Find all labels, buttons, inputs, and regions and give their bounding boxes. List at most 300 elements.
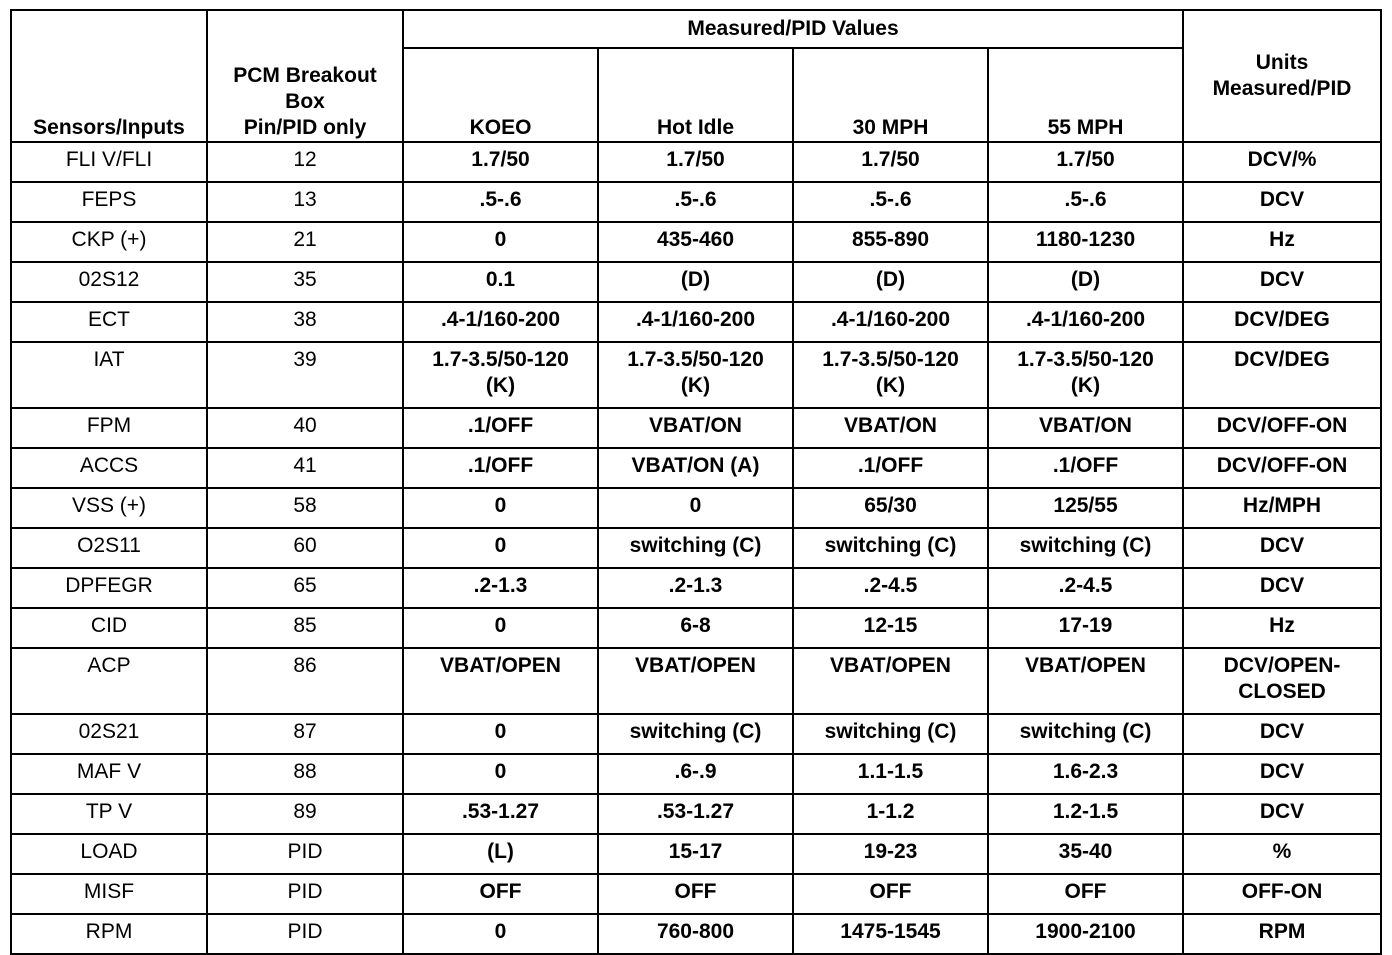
cell-name-text: O2S11: [77, 534, 141, 557]
cell-hot-idle: [598, 834, 793, 874]
cell-30mph: [793, 914, 988, 954]
cell-30mph-text-line2: (K): [875, 374, 906, 397]
cell-name-text: FEPS: [81, 188, 137, 211]
cell-name: [11, 408, 207, 448]
cell-name: [11, 568, 207, 608]
cell-koeo-text: 0: [494, 920, 507, 943]
cell-30mph-text: 65/30: [864, 494, 917, 517]
cell-units-text: DCV/OFF-ON: [1216, 454, 1348, 477]
cell-hot-idle-text: 435-460: [656, 228, 735, 251]
cell-hot-idle: [598, 142, 793, 182]
cell-30mph-text: VBAT/OPEN: [830, 654, 951, 677]
cell-pin-text: 40: [293, 414, 317, 437]
cell-hot-idle-text: 6-8: [680, 614, 711, 637]
table-row: [11, 448, 1381, 488]
cell-30mph: [793, 648, 988, 714]
cell-55mph-text: VBAT/ON: [1039, 414, 1132, 437]
cell-30mph: [793, 528, 988, 568]
cell-name: [11, 342, 207, 408]
cell-units: [1183, 568, 1381, 608]
cell-name: [11, 528, 207, 568]
header-units-line1: Units: [1255, 51, 1309, 74]
cell-hot-idle-text: 1.7/50: [666, 148, 725, 171]
cell-hot-idle-text: VBAT/ON: [649, 414, 742, 437]
cell-units-text: DCV: [1259, 534, 1305, 557]
cell-units: [1183, 342, 1381, 408]
cell-55mph-text: switching (C): [1019, 534, 1152, 557]
cell-30mph-text: 1.1-1.5: [857, 760, 924, 783]
cell-name-text: FPM: [86, 414, 132, 437]
cell-30mph: [793, 182, 988, 222]
cell-pin-text: 89: [293, 800, 317, 823]
cell-hot-idle-text: .5-.6: [674, 188, 717, 211]
cell-hot-idle: [598, 528, 793, 568]
cell-units-text: DCV: [1259, 720, 1305, 743]
cell-pin: [207, 262, 403, 302]
cell-55mph: [988, 914, 1183, 954]
cell-units-text: RPM: [1258, 920, 1306, 943]
cell-55mph-text-line2: (K): [1070, 374, 1101, 397]
cell-koeo: [403, 182, 598, 222]
cell-pin: [207, 488, 403, 528]
table-row: [11, 262, 1381, 302]
cell-units: [1183, 448, 1381, 488]
cell-pin-text: 60: [293, 534, 317, 557]
cell-55mph-text: .4-1/160-200: [1025, 308, 1146, 331]
cell-units-text: OFF-ON: [1241, 880, 1323, 903]
cell-55mph-text: 35-40: [1058, 840, 1113, 863]
cell-hot-idle: [598, 408, 793, 448]
cell-hot-idle: [598, 222, 793, 262]
cell-hot-idle: [598, 754, 793, 794]
cell-pin: [207, 222, 403, 262]
cell-55mph: [988, 528, 1183, 568]
cell-30mph-text: VBAT/ON: [844, 414, 937, 437]
cell-hot-idle-text: OFF: [674, 880, 717, 903]
cell-hot-idle-text: VBAT/ON (A): [631, 454, 760, 477]
cell-hot-idle: [598, 794, 793, 834]
cell-pin: [207, 754, 403, 794]
cell-pin: [207, 914, 403, 954]
cell-name-text: LOAD: [80, 840, 138, 863]
table-row: [11, 914, 1381, 954]
cell-hot-idle-text: .53-1.27: [656, 800, 735, 823]
cell-hot-idle: [598, 648, 793, 714]
cell-name-text: RPM: [85, 920, 133, 943]
cell-koeo-text: .53-1.27: [461, 800, 540, 823]
cell-30mph-text: 855-890: [851, 228, 930, 251]
cell-hot-idle-text: VBAT/OPEN: [635, 654, 756, 677]
cell-koeo: [403, 262, 598, 302]
cell-hot-idle: [598, 914, 793, 954]
cell-koeo-text: 0: [494, 228, 507, 251]
cell-koeo: [403, 834, 598, 874]
cell-koeo: [403, 714, 598, 754]
table-row: [11, 182, 1381, 222]
cell-name: [11, 914, 207, 954]
cell-name-text: MISF: [83, 880, 135, 903]
cell-30mph: [793, 262, 988, 302]
cell-name: [11, 794, 207, 834]
cell-koeo-text: 0: [494, 494, 507, 517]
cell-name: [11, 302, 207, 342]
cell-hot-idle: [598, 874, 793, 914]
cell-name-text: DPFEGR: [65, 574, 153, 597]
cell-name: [11, 874, 207, 914]
cell-pin-text: 35: [293, 268, 317, 291]
cell-name-text: ECT: [88, 308, 130, 331]
cell-koeo-text: VBAT/OPEN: [440, 654, 561, 677]
cell-hot-idle-text: .2-1.3: [668, 574, 723, 597]
cell-hot-idle-text: 0: [689, 494, 702, 517]
cell-koeo: [403, 794, 598, 834]
cell-hot-idle: [598, 568, 793, 608]
cell-30mph-text: .5-.6: [869, 188, 912, 211]
header-units-line2: Measured/PID: [1212, 77, 1352, 100]
cell-55mph: [988, 608, 1183, 648]
cell-30mph: [793, 714, 988, 754]
cell-units-text: %: [1272, 840, 1292, 863]
cell-name: [11, 608, 207, 648]
cell-koeo-text: .2-1.3: [473, 574, 528, 597]
cell-koeo: [403, 528, 598, 568]
cell-koeo-text: 0.1: [485, 268, 516, 291]
cell-pin: [207, 608, 403, 648]
cell-name-text: CID: [90, 614, 128, 637]
cell-name: [11, 714, 207, 754]
cell-55mph-text: switching (C): [1019, 720, 1152, 743]
table-row: [11, 408, 1381, 448]
cell-units: [1183, 608, 1381, 648]
cell-units-text: DCV/%: [1247, 148, 1317, 171]
header-koeo: KOEO: [403, 48, 598, 142]
cell-pin-text: 88: [293, 760, 317, 783]
header-pcm-breakout: [207, 10, 403, 142]
cell-55mph-text: 1180-1230: [1035, 228, 1136, 251]
cell-units-text: Hz: [1269, 228, 1295, 251]
cell-hot-idle: [598, 488, 793, 528]
cell-pin: [207, 142, 403, 182]
cell-55mph-text: 17-19: [1058, 614, 1113, 637]
cell-units: [1183, 834, 1381, 874]
cell-name: [11, 222, 207, 262]
cell-30mph-text: 1-1.2: [866, 800, 915, 823]
cell-units-text: DCV: [1259, 800, 1305, 823]
table-row: [11, 648, 1381, 714]
cell-55mph: [988, 448, 1183, 488]
cell-pin-text: 58: [293, 494, 317, 517]
cell-units: [1183, 754, 1381, 794]
cell-55mph: [988, 262, 1183, 302]
cell-units-text: DCV: [1259, 760, 1305, 783]
cell-units: [1183, 794, 1381, 834]
cell-pin-text: 87: [293, 720, 317, 743]
cell-55mph-text: .5-.6: [1064, 188, 1107, 211]
cell-koeo: [403, 488, 598, 528]
cell-koeo: [403, 914, 598, 954]
cell-pin-text: 13: [293, 188, 317, 211]
cell-koeo: [403, 648, 598, 714]
cell-koeo-text: 0: [494, 720, 507, 743]
header-hot-idle: Hot Idle: [598, 48, 793, 142]
cell-koeo-text: .1/OFF: [467, 454, 534, 477]
header-sensors: Sensors/Inputs: [11, 10, 207, 142]
cell-30mph-text: 1475-1545: [840, 920, 941, 943]
table-row: [11, 714, 1381, 754]
cell-30mph: [793, 568, 988, 608]
cell-name: [11, 834, 207, 874]
table-row: [11, 342, 1381, 408]
cell-pin-text: 85: [293, 614, 317, 637]
cell-units: [1183, 302, 1381, 342]
cell-koeo-text: 0: [494, 760, 507, 783]
cell-pin: [207, 448, 403, 488]
cell-koeo-text: (L): [487, 840, 514, 863]
cell-55mph: [988, 754, 1183, 794]
table-row: [11, 568, 1381, 608]
header-pcm-line2: Box: [285, 90, 325, 113]
cell-units: [1183, 222, 1381, 262]
cell-55mph-text: 1900-2100: [1035, 920, 1136, 943]
cell-hot-idle-text: 15-17: [668, 840, 723, 863]
cell-55mph: [988, 794, 1183, 834]
header-pcm-line1: PCM Breakout: [233, 64, 377, 87]
cell-pin: [207, 874, 403, 914]
cell-units: [1183, 528, 1381, 568]
cell-hot-idle-text: 760-800: [656, 920, 735, 943]
cell-55mph: [988, 302, 1183, 342]
cell-pin: [207, 408, 403, 448]
cell-55mph-text: (D): [1070, 268, 1101, 291]
cell-55mph-text: OFF: [1064, 880, 1107, 903]
cell-name-text: FLI V/FLI: [65, 148, 153, 171]
cell-hot-idle-text: 1.7-3.5/50-120: [627, 348, 764, 371]
cell-pin: [207, 714, 403, 754]
table-row: [11, 142, 1381, 182]
pid-values-table: [10, 9, 1382, 955]
cell-hot-idle: [598, 342, 793, 408]
table-row: [11, 488, 1381, 528]
cell-units-text: Hz/MPH: [1242, 494, 1322, 517]
cell-30mph: [793, 342, 988, 408]
cell-55mph-text: VBAT/OPEN: [1025, 654, 1146, 677]
cell-hot-idle-text-line2: (K): [680, 374, 711, 397]
cell-pin-text: PID: [287, 880, 323, 903]
cell-units: [1183, 182, 1381, 222]
cell-name: [11, 182, 207, 222]
cell-koeo-text: .1/OFF: [467, 414, 534, 437]
cell-30mph-text: (D): [875, 268, 906, 291]
cell-pin-text: 65: [293, 574, 317, 597]
cell-30mph: [793, 302, 988, 342]
cell-pin: [207, 794, 403, 834]
cell-30mph-text: switching (C): [824, 720, 957, 743]
table-row: [11, 874, 1381, 914]
cell-30mph-text: .2-4.5: [863, 574, 918, 597]
cell-koeo: [403, 408, 598, 448]
cell-name: [11, 448, 207, 488]
cell-koeo: [403, 222, 598, 262]
cell-30mph: [793, 794, 988, 834]
table-row: [11, 222, 1381, 262]
cell-55mph: [988, 874, 1183, 914]
cell-55mph-text: 1.7/50: [1056, 148, 1115, 171]
cell-units-text: DCV/DEG: [1234, 308, 1330, 331]
cell-koeo: [403, 874, 598, 914]
cell-55mph: [988, 342, 1183, 408]
cell-name: [11, 142, 207, 182]
cell-koeo-text: .4-1/160-200: [440, 308, 561, 331]
cell-units-text: DCV/OFF-ON: [1216, 414, 1348, 437]
header-measured-values: Measured/PID Values: [403, 10, 1183, 48]
cell-55mph-text: 125/55: [1053, 494, 1118, 517]
cell-hot-idle: [598, 608, 793, 648]
cell-pin: [207, 302, 403, 342]
header-pcm-line3: Pin/PID only: [243, 116, 367, 139]
cell-hot-idle: [598, 262, 793, 302]
cell-pin: [207, 568, 403, 608]
cell-koeo-text: 0: [494, 614, 507, 637]
cell-30mph: [793, 874, 988, 914]
cell-units-text: DCV/OPEN-: [1223, 654, 1341, 677]
cell-koeo-text: 1.7-3.5/50-120: [432, 348, 569, 371]
cell-hot-idle: [598, 448, 793, 488]
cell-55mph-text: 1.6-2.3: [1052, 760, 1119, 783]
cell-name: [11, 262, 207, 302]
cell-55mph-text: 1.2-1.5: [1052, 800, 1119, 823]
cell-koeo-text: .5-.6: [479, 188, 522, 211]
cell-name-text: CKP (+): [71, 228, 147, 251]
cell-units-text: DCV: [1259, 574, 1305, 597]
cell-pin: [207, 528, 403, 568]
cell-hot-idle-text: (D): [680, 268, 711, 291]
cell-name-text: VSS (+): [71, 494, 147, 517]
cell-units-text-line2: CLOSED: [1238, 680, 1326, 703]
cell-pin: [207, 648, 403, 714]
cell-units: [1183, 648, 1381, 714]
cell-55mph: [988, 834, 1183, 874]
table-row: [11, 528, 1381, 568]
cell-hot-idle: [598, 182, 793, 222]
cell-30mph: [793, 222, 988, 262]
cell-pin: [207, 834, 403, 874]
cell-hot-idle-text: switching (C): [629, 534, 762, 557]
cell-units: [1183, 714, 1381, 754]
cell-pin: [207, 182, 403, 222]
cell-30mph-text: .4-1/160-200: [830, 308, 951, 331]
cell-units: [1183, 262, 1381, 302]
table-row: [11, 834, 1381, 874]
cell-koeo: [403, 754, 598, 794]
cell-name-text: ACCS: [79, 454, 139, 477]
cell-name-text: ACP: [87, 654, 131, 677]
cell-units: [1183, 142, 1381, 182]
cell-koeo: [403, 142, 598, 182]
table-row: [11, 302, 1381, 342]
table-row: [11, 794, 1381, 834]
cell-pin: [207, 342, 403, 408]
cell-30mph: [793, 142, 988, 182]
cell-55mph: [988, 222, 1183, 262]
cell-name-text: IAT: [93, 348, 125, 371]
cell-units-text: DCV/DEG: [1234, 348, 1330, 371]
cell-30mph-text: 19-23: [863, 840, 918, 863]
cell-pin-text: PID: [287, 840, 323, 863]
cell-55mph: [988, 488, 1183, 528]
cell-koeo-text-line2: (K): [485, 374, 516, 397]
cell-koeo: [403, 608, 598, 648]
table-body: [11, 142, 1381, 954]
cell-hot-idle: [598, 714, 793, 754]
cell-koeo-text: 0: [494, 534, 507, 557]
cell-30mph-text: .1/OFF: [857, 454, 924, 477]
cell-55mph-text: .1/OFF: [1052, 454, 1119, 477]
cell-pin-text: 41: [293, 454, 317, 477]
cell-koeo-text: 1.7/50: [471, 148, 530, 171]
table-row: [11, 754, 1381, 794]
cell-30mph: [793, 448, 988, 488]
cell-hot-idle-text: .4-1/160-200: [635, 308, 756, 331]
cell-55mph-text: 1.7-3.5/50-120: [1017, 348, 1154, 371]
cell-55mph: [988, 568, 1183, 608]
cell-30mph: [793, 408, 988, 448]
cell-pin-text: PID: [287, 920, 323, 943]
header-units: [1183, 10, 1381, 142]
header-55mph: 55 MPH: [988, 48, 1183, 142]
cell-units-text: DCV: [1259, 268, 1305, 291]
cell-name: [11, 754, 207, 794]
cell-30mph: [793, 754, 988, 794]
cell-pin-text: 12: [293, 148, 317, 171]
cell-units: [1183, 408, 1381, 448]
cell-koeo-text: OFF: [479, 880, 522, 903]
cell-30mph-text: OFF: [869, 880, 912, 903]
cell-pin-text: 38: [293, 308, 317, 331]
cell-hot-idle-text: .6-.9: [674, 760, 717, 783]
cell-koeo: [403, 342, 598, 408]
cell-55mph: [988, 714, 1183, 754]
cell-name-text: 02S12: [78, 268, 140, 291]
cell-name-text: MAF V: [76, 760, 142, 783]
cell-30mph-text: switching (C): [824, 534, 957, 557]
cell-30mph: [793, 834, 988, 874]
cell-units: [1183, 914, 1381, 954]
cell-30mph: [793, 488, 988, 528]
cell-55mph: [988, 182, 1183, 222]
header-30mph: 30 MPH: [793, 48, 988, 142]
cell-30mph-text: 1.7/50: [861, 148, 920, 171]
cell-name: [11, 488, 207, 528]
cell-55mph: [988, 408, 1183, 448]
cell-name: [11, 648, 207, 714]
cell-55mph: [988, 142, 1183, 182]
cell-30mph: [793, 608, 988, 648]
cell-name-text: 02S21: [78, 720, 140, 743]
cell-koeo: [403, 302, 598, 342]
cell-30mph-text: 1.7-3.5/50-120: [822, 348, 959, 371]
cell-30mph-text: 12-15: [863, 614, 918, 637]
cell-pin-text: 21: [293, 228, 317, 251]
header-row: [11, 10, 1381, 48]
cell-units: [1183, 874, 1381, 914]
cell-55mph-text: .2-4.5: [1058, 574, 1113, 597]
cell-units-text: DCV: [1259, 188, 1305, 211]
cell-hot-idle: [598, 302, 793, 342]
cell-hot-idle-text: switching (C): [629, 720, 762, 743]
cell-units-text: Hz: [1269, 614, 1295, 637]
cell-units: [1183, 488, 1381, 528]
cell-55mph: [988, 648, 1183, 714]
